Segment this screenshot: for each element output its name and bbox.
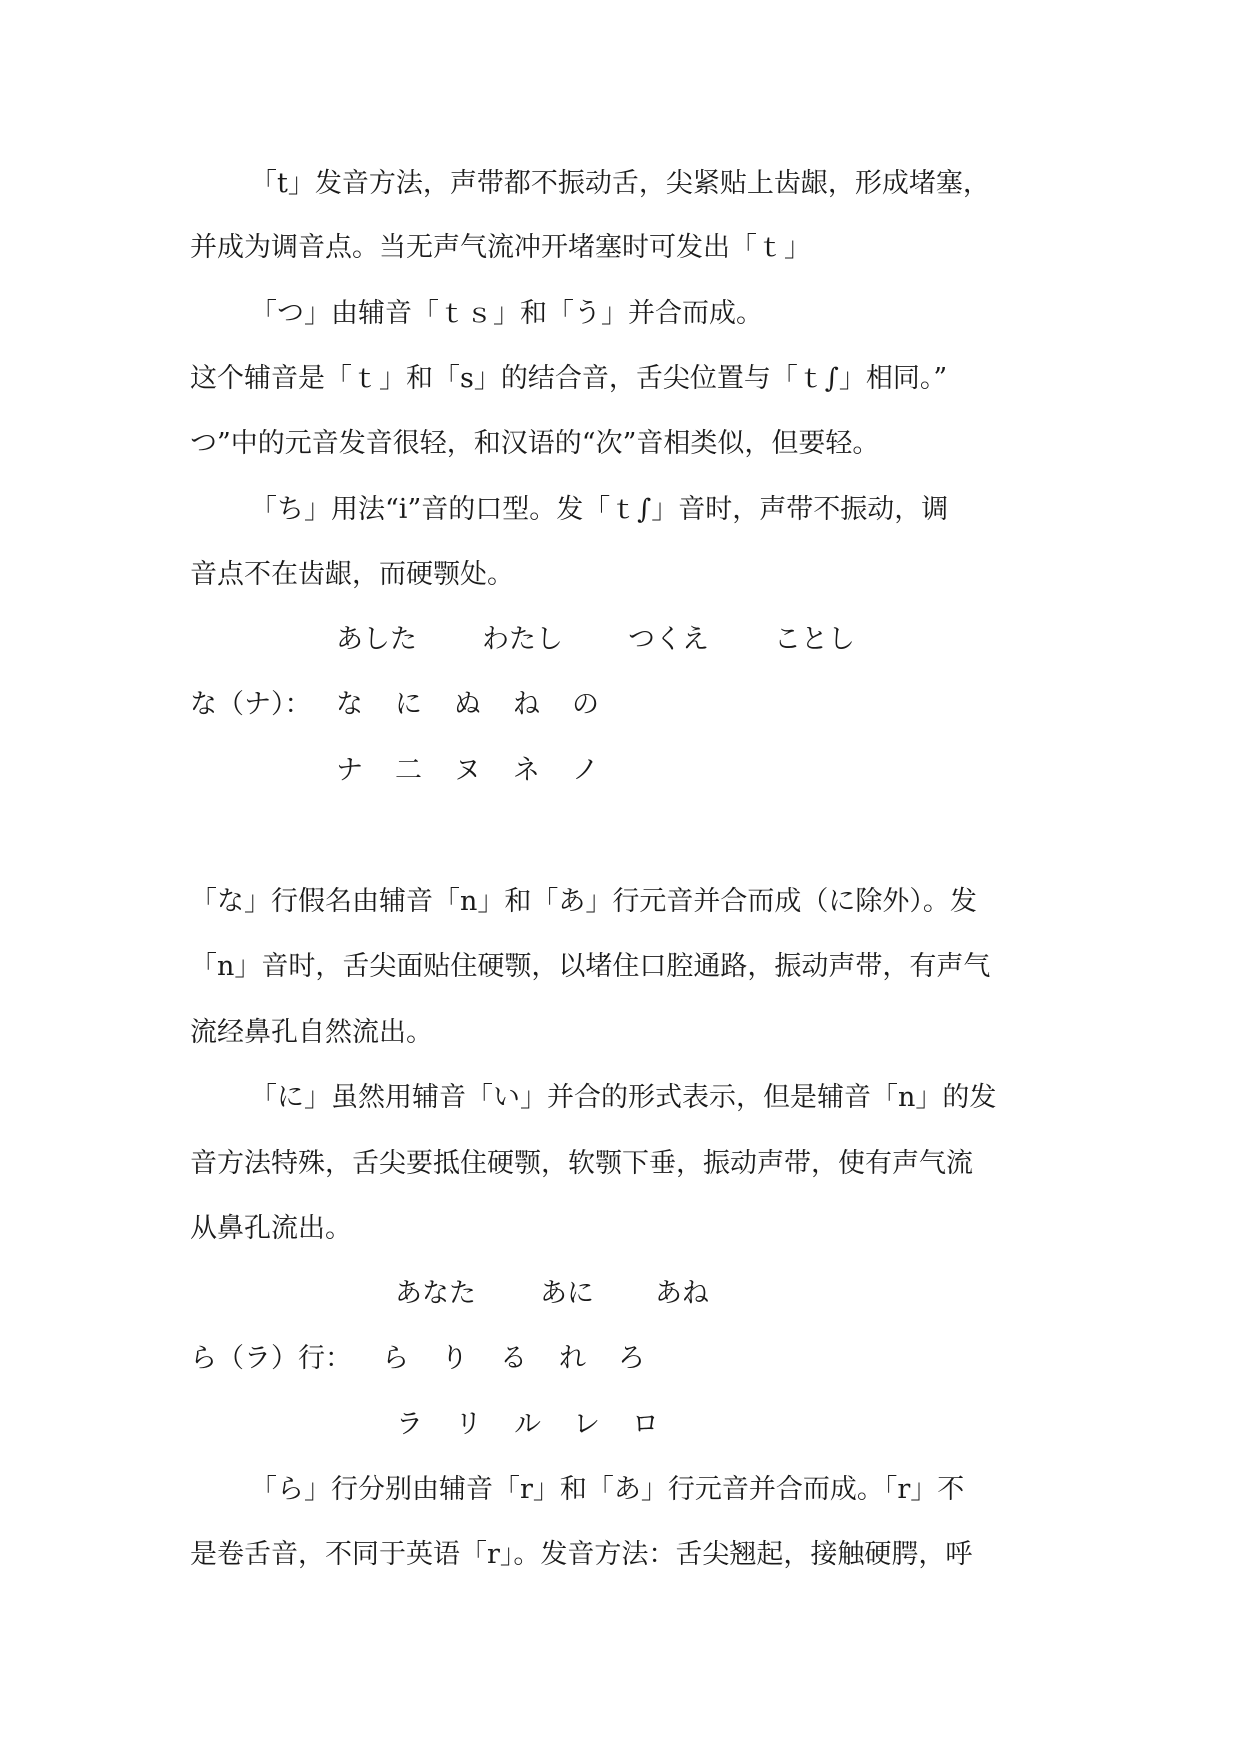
paragraph-ni-line-2: 音方法特殊，舌尖要抵住硬颚，软颚下垂，振动声带，使有声气流 — [190, 1148, 973, 1179]
ra-row-label: ら（ラ）行： — [190, 1343, 352, 1374]
examples-na-row — [0, 1276, 1241, 1312]
kana-char: る — [500, 1343, 527, 1374]
kana-char: レ — [573, 1409, 600, 1440]
paragraph-t-line-1: 「t」发音方法，声带都不振动舌，尖紧贴上齿龈，形成堵塞， — [250, 168, 990, 199]
example-word: あに — [540, 1278, 594, 1309]
example-word: ことし — [774, 624, 855, 655]
kana-char: ヌ — [454, 755, 481, 786]
kana-char: な — [336, 689, 363, 720]
kana-char: れ — [559, 1343, 586, 1374]
kana-char: ね — [513, 689, 540, 720]
kana-char: ぬ — [454, 689, 481, 720]
kana-char: ろ — [618, 1343, 645, 1374]
na-row-label: な（ナ）： — [190, 689, 312, 720]
kana-char: の — [572, 689, 599, 720]
examples-ta-row — [0, 622, 1241, 658]
kana-char: ラ — [396, 1409, 423, 1440]
kana-char: ロ — [632, 1409, 659, 1440]
ra-row-hiragana — [0, 1341, 1241, 1377]
paragraph-ra-line-2: 是卷舌音，不同于英语「r」。发音方法：舌尖翘起，接触硬腭，呼 — [190, 1539, 973, 1570]
paragraph-na-line-3: 流经鼻孔自然流出。 — [190, 1017, 433, 1048]
paragraph-tsu-line-1: 「つ」由辅音「ｔｓ」和「う」并合而成。 — [250, 298, 763, 329]
paragraph-tsu-line-3: つ”中的元音发音很轻，和汉语的“次”音相类似，但要轻。 — [190, 428, 880, 459]
example-word: つくえ — [628, 624, 709, 655]
paragraph-ni-line-3: 从鼻孔流出。 — [190, 1213, 352, 1244]
kana-char: ら — [382, 1343, 409, 1374]
paragraph-chi-line-1: 「ち」用法“i”音的口型。发「ｔ∫」音时，声带不振动，调 — [250, 494, 949, 525]
paragraph-na-line-2: 「n」音时，舌尖面贴住硬颚，以堵住口腔通路，振动声带，有声气 — [190, 951, 991, 982]
kana-char: ナ — [336, 755, 363, 786]
paragraph-na-line-1: 「な」行假名由辅音「n」和「あ」行元音并合而成（に除外）。发 — [190, 886, 977, 917]
paragraph-t-line-2: 并成为调音点。当无声气流冲开堵塞时可发出「ｔ」 — [190, 232, 811, 263]
example-word: あした — [336, 624, 417, 655]
kana-char: り — [441, 1343, 468, 1374]
kana-char: リ — [455, 1409, 482, 1440]
paragraph-ra-line-1: 「ら」行分别由辅音「r」和「あ」行元音并合而成。「r」不 — [250, 1474, 965, 1505]
paragraph-tsu-line-2: 这个辅音是「ｔ」和「s」的结合音，舌尖位置与「ｔ∫」相同。” — [190, 363, 948, 394]
paragraph-ni-line-1: 「に」虽然用辅音「い」并合的形式表示，但是辅音「n」的发 — [250, 1082, 997, 1113]
ra-row-katakana — [0, 1407, 1241, 1443]
kana-char: ネ — [513, 755, 540, 786]
kana-char: ル — [514, 1409, 541, 1440]
kana-char: に — [395, 689, 422, 720]
paragraph-chi-line-2: 音点不在齿龈，而硬颚处。 — [190, 559, 514, 590]
example-word: わたし — [482, 624, 563, 655]
na-row-katakana — [0, 753, 1241, 789]
example-word: あね — [655, 1278, 709, 1309]
na-row-hiragana — [0, 687, 1241, 723]
kana-char: 二 — [395, 755, 422, 786]
kana-char: ノ — [572, 755, 599, 786]
example-word: あなた — [395, 1278, 476, 1309]
